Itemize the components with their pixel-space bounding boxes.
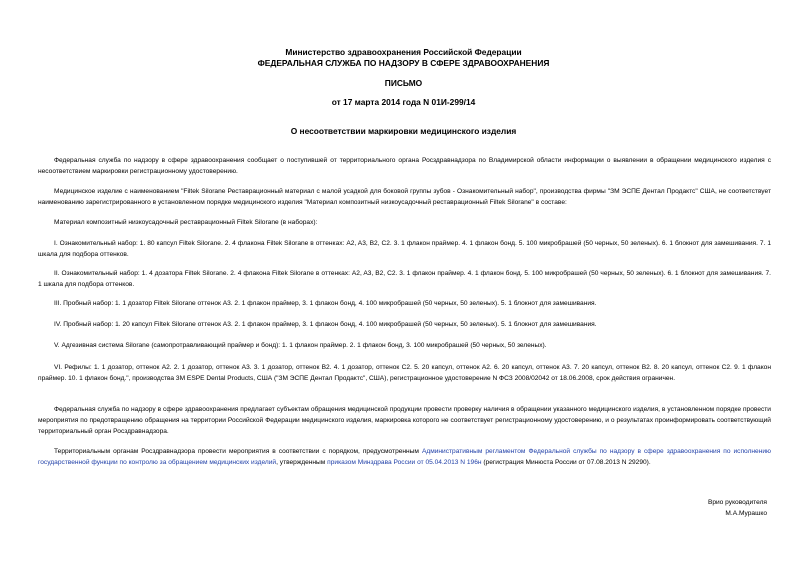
paragraph-set-3: [38, 298, 771, 309]
paragraph-territorial-bodies: [38, 446, 771, 468]
regulation-link[interactable]: Административным регламентом Федеральной службы по надзору в сфере здравоохранения по исполнению государственной функции по контролю за обращением медицинских изделий: [38, 448, 771, 466]
document-type: ПИСЬМО: [384, 78, 423, 88]
order-link[interactable]: приказом Минздрава России от 05.04.2013 N 196н: [327, 459, 482, 466]
paragraph-set-2-text: II. Ознакомительный набор: 1. 4 дозатора Filtek Silorane. 2. 4 флакона Filtek Silorane в оттенках: A2, A3, B2, C2. 3. 1 флакон праймер. 4. 1 флакон бонд. 5. 100 микробрашей (50 черных, 50 зеленых). 6. 1 блокнот для замешивания. 7. 1 шкала для подбора оттенков.: [38, 270, 771, 288]
paragraph-device-description-text: Медицинское изделие с наименованием "Filtek Silorane Реставрационный материал с малой усадкой для боковой группы зубов - Ознакомительный набор", производства фирмы "ЗМ ЭСПЕ Дентал Продактс" США, не соответствует наименованию зарегистрированного в установленном порядке медицинского изделия "Материал композитный низкоусадочный реставрационный Filtek Silorane" в составе:: [38, 188, 771, 206]
paragraph-material-sets: [38, 217, 771, 228]
paragraph-set-5-text: V. Адгезивная система Silorane (самопротравливающий праймер и бонд): 1. 1 флакон праймер. 2. 1 флакон бонд, 3. 100 микробрашей (50 черных, 50 зеленых).: [54, 342, 547, 349]
paragraph-set-6: [38, 362, 771, 384]
paragraph-set-2: [38, 268, 771, 290]
document-subject: О несоответствии маркировки медицинского изделия: [290, 126, 517, 136]
signature-position: Врио руководителя: [707, 499, 767, 506]
paragraph-proposal-text: Федеральная служба по надзору в сфере здравоохранения предлагает субъектам обращения медицинской продукции провести проверку наличия в обращении указанного медицинского изделия, в установленном порядке провести мероприятия по предотвращению обращения на территории Российской Федерации медицинского изделия, маркировка которого не соответствует регистрационному удостоверению, и о результатах проинформировать соответствующий территориальный орган Росздравнадзора.: [38, 406, 771, 435]
ministry-title: Министерство здравоохранения Российской Федерации: [285, 47, 522, 57]
paragraph-proposal: [38, 404, 771, 437]
paragraph-intro: [38, 155, 771, 177]
paragraph-territorial-bodies-text-end: (регистрация Минюста России от 07.08.2013 N 29290).: [481, 459, 651, 466]
paragraph-material-sets-text: Материал композитный низкоусадочный реставрационный Filtek Silorane (в наборах):: [54, 219, 318, 226]
paragraph-set-1: [38, 238, 771, 260]
paragraph-set-4-text: IV. Пробный набор: 1. 20 капсул Filtek Silorane оттенок A3. 2. 1 флакон праймер, 3. 1 флакон бонд, 4. 100 микробрашей (50 черных, 50 зеленых). 5. 1 блокнот для замешивания.: [54, 321, 597, 328]
paragraph-set-3-text: III. Пробный набор: 1. 1 дозатор Filtek Silorane оттенок A3. 2. 1 флакон праймер, 3. 1 флакон бонд, 4. 100 микробрашей (50 черных, 50 зеленых). 5. 1 блокнот для замешивания.: [54, 300, 597, 307]
paragraph-territorial-bodies-text-mid: , утвержденным: [276, 459, 328, 466]
paragraph-set-6-text: VI. Рефилы: 1. 1 дозатор, оттенок A2. 2. 1 дозатор, оттенок A3. 3. 1 дозатор, оттенок B2. 4. 1 дозатор, оттенок C2. 5. 20 капсул, оттенок A2. 6. 20 капсул, оттенок A3. 7. 20 капсул, оттенок B2. 8. 20 капсул, оттенок C2. 9. 1 флакон праймер. 10. 1 флакон бонд.", производства 3M ESPE Dental Products, США ("ЗМ ЭСПЕ Дентал Продактс", США), регистрационное удостоверение N ФСЗ 2008/02042 от 18.06.2008, срок действия ограничен.: [38, 364, 771, 382]
paragraph-intro-text: Федеральная служба по надзору в сфере здравоохранения сообщает о поступившей от территориального органа Росздравнадзора по Владимирской области информации о выявлении в обращении медицинского изделия с несоответствием маркировки регистрационному удостоверению.: [38, 157, 771, 175]
document-date-number: от 17 марта 2014 года N 01И-299/14: [331, 97, 476, 107]
paragraph-set-1-text: I. Ознакомительный набор: 1. 80 капсул Filtek Silorane. 2. 4 флакона Filtek Silorane в оттенках: A2, A3, B2, C2. 3. 1 флакон праймер. 4. 1 флакон бонд. 5. 100 микробрашей (50 черных, 50 зеленых). 6. 1 блокнот для замешивания. 7. 1 шкала для подбора оттенков.: [38, 240, 771, 258]
paragraph-set-5: [38, 340, 771, 351]
signature-name: М.А.Мурашко: [725, 510, 767, 517]
paragraph-territorial-bodies-text-start: Территориальным органам Росздравнадзора провести мероприятия в соответствии с порядком, предусмотренным: [54, 448, 422, 455]
service-title: ФЕДЕРАЛЬНАЯ СЛУЖБА ПО НАДЗОРУ В СФЕРЕ ЗДРАВООХРАНЕНИЯ: [257, 58, 550, 68]
paragraph-set-4: [38, 319, 771, 330]
paragraph-device-description: [38, 186, 771, 208]
